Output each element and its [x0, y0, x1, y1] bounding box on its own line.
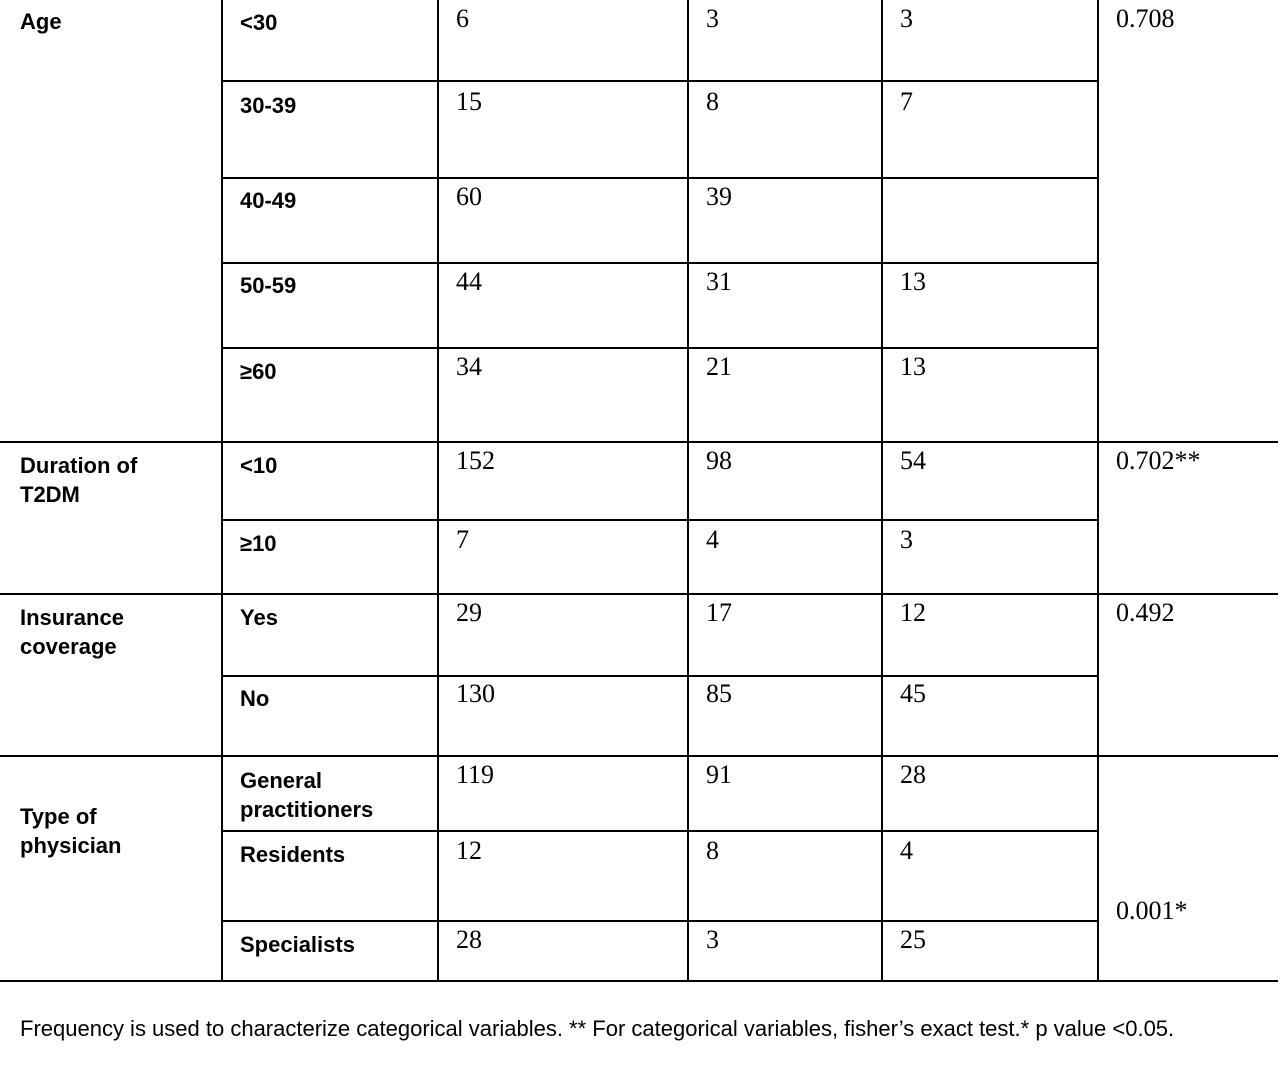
p-value: 0.708 — [1116, 4, 1175, 33]
category-label: General practitioners — [240, 768, 374, 822]
category-label: 40-49 — [240, 188, 297, 213]
row-divider — [221, 347, 1099, 349]
row-divider — [221, 262, 1099, 264]
p-value: 0.492 — [1116, 598, 1175, 627]
table-bottom-border — [0, 980, 1278, 982]
group-label-duration: Duration of T2DM — [20, 453, 138, 507]
count-cell: 60 — [456, 182, 482, 211]
count-cell: 12 — [456, 836, 482, 865]
category-label: Residents — [240, 842, 346, 867]
row-divider — [221, 920, 1099, 922]
count-cell: 3 — [900, 4, 913, 33]
count-cell: 13 — [900, 352, 926, 381]
row-divider — [221, 177, 1099, 179]
count-cell: 8 — [706, 836, 719, 865]
p-value: 0.702** — [1116, 446, 1201, 475]
group-divider — [0, 593, 1278, 595]
table-footnote: Frequency is used to characterize categorical variables. ** For categorical variables, fisher’s exact test.* p value <0.05. — [20, 1016, 1175, 1041]
group-label-age: Age — [20, 9, 62, 34]
count-cell: 3 — [900, 525, 913, 554]
category-label: <30 — [240, 10, 278, 35]
count-cell: 91 — [706, 760, 732, 789]
column-divider — [221, 0, 223, 982]
group-label-physician: Type of physician — [20, 804, 122, 858]
count-cell: 3 — [706, 4, 719, 33]
column-divider — [881, 0, 883, 982]
count-cell: 31 — [706, 267, 732, 296]
row-divider — [221, 80, 1099, 82]
category-label: No — [240, 686, 270, 711]
group-divider — [0, 441, 1278, 443]
count-cell: 54 — [900, 446, 926, 475]
count-cell: 85 — [706, 679, 732, 708]
category-label: ≥10 — [240, 531, 277, 556]
p-value: 0.001* — [1116, 896, 1188, 925]
column-divider — [687, 0, 689, 982]
column-divider — [1097, 0, 1099, 982]
count-cell: 4 — [706, 525, 719, 554]
row-divider — [221, 519, 1099, 521]
count-cell: 34 — [456, 352, 482, 381]
count-cell: 4 — [900, 836, 913, 865]
count-cell: 119 — [456, 760, 495, 789]
count-cell: 39 — [706, 182, 732, 211]
category-label: ≥60 — [240, 359, 277, 384]
category-label: Yes — [240, 605, 278, 630]
count-cell: 45 — [900, 679, 926, 708]
count-cell: 130 — [456, 679, 495, 708]
count-cell: 152 — [456, 446, 495, 475]
column-divider — [437, 0, 439, 982]
category-label: 50-59 — [240, 273, 297, 298]
count-cell: 28 — [900, 760, 926, 789]
category-label: 30-39 — [240, 93, 297, 118]
count-cell: 12 — [900, 598, 926, 627]
count-cell: 15 — [456, 87, 482, 116]
count-cell: 13 — [900, 267, 926, 296]
count-cell: 29 — [456, 598, 482, 627]
row-divider — [221, 675, 1099, 677]
count-cell: 7 — [900, 87, 913, 116]
count-cell: 17 — [706, 598, 732, 627]
category-label: Specialists — [240, 932, 355, 957]
count-cell: 7 — [456, 525, 469, 554]
count-cell: 21 — [706, 352, 732, 381]
group-label-insurance: Insurance coverage — [20, 605, 124, 659]
count-cell: 98 — [706, 446, 732, 475]
count-cell: 44 — [456, 267, 482, 296]
count-cell: 6 — [456, 4, 469, 33]
group-divider — [0, 755, 1278, 757]
category-label: <10 — [240, 453, 278, 478]
count-cell: 28 — [456, 925, 482, 954]
count-cell: 8 — [706, 87, 719, 116]
row-divider — [221, 830, 1099, 832]
count-cell: 25 — [900, 925, 926, 954]
count-cell: 3 — [706, 925, 719, 954]
